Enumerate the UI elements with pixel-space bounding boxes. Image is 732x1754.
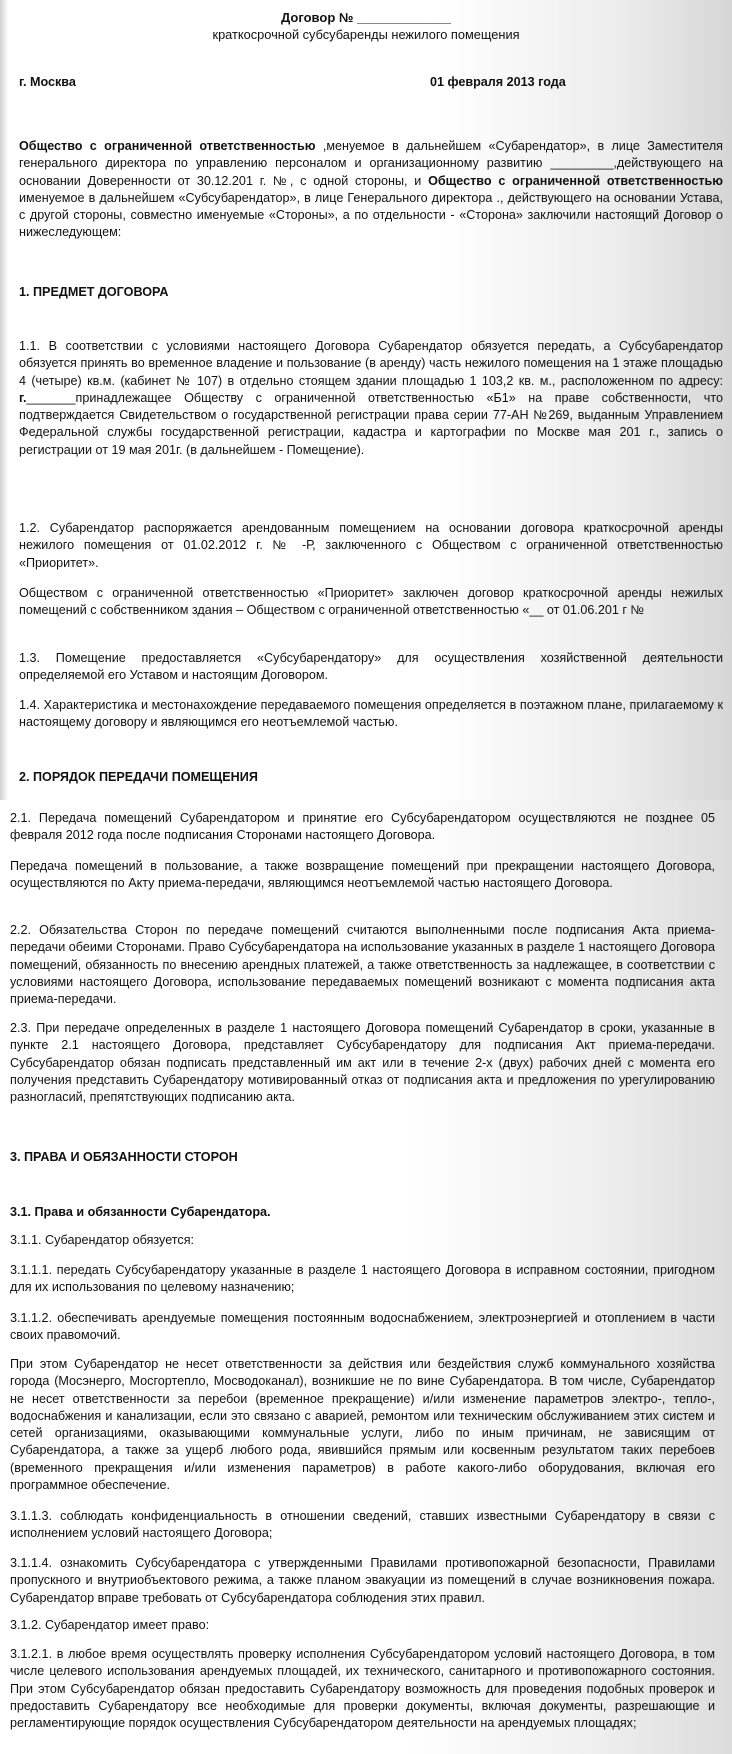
clause-3-1-1-1: 3.1.1.1. передать Субсубарендатору указанные в разделе 1 настоящего Договора в исправном состоянии, пригодном для их использования по целевому назначению; xyxy=(10,1263,715,1295)
clause-1-1-text-2: _______принадлежащее Обществу с ограниченной ответственностью «Б1» на праве собственности, что подтверждается Свидетельством о государственной регистрации права серии 77-АН №269, выданным Управлением Федеральной службы государственной регистрации, кадастра и картографии по Москве мая 201 г., запись о регистрации от 19 мая 201г. (в дальнейшем - Помещение). xyxy=(19,390,723,457)
clause-1-1-city: г. xyxy=(19,390,27,405)
clause-1-4: 1.4. Характеристика и местонахождение передаваемого помещения определяется в поэтажном плане, прилагаемому к настоящему договору и являющимся его неотъемлемой частью. xyxy=(19,698,723,730)
clause-2-1: 2.1. Передача помещений Субарендатором и принятие его Субсубарендатором осуществляются не позднее 05 февраля 2012 года после подписания Сторонами настоящего Договора. xyxy=(10,811,715,843)
party-2: Общество с ограниченной ответственностью xyxy=(428,173,723,188)
clause-1-1 xyxy=(19,338,723,459)
section-3-heading: 3. ПРАВА И ОБЯЗАННОСТИ СТОРОН xyxy=(10,1150,238,1164)
intro-text-1: ,менуемое в дальнейшем «Субарендатор», в лице Заместителя генерального директора по управлению персоналом и организационному развитию _________,действующего на основании Доверенности от 30.12.201 г. №, с одной стороны, и xyxy=(19,139,723,188)
clause-2-2: 2.2. Обязательства Сторон по передаче помещений считаются выполненными после подписания Акта приема-передачи обеими Сторонами. Право Субсубарендатора на использование указанных в разделе 1 настоящего Договора помещений, обязанность по внесению арендных платежей, а также ответственность за надлежащее, в соответствии с условиями настоящего Договора, использование передаваемых помещений возникают с момента подписания акта приема-передачи. xyxy=(10,923,715,1007)
clause-1-2: 1.2. Субарендатор распоряжается арендованным помещением на основании договора краткосрочной аренды нежилого помещения от 01.02.2012 г. № -Р, заключенного с Обществом с ограниченной ответственностью «Приоритет». xyxy=(19,521,723,570)
intro-text-2: именуемое в дальнейшем «Субсубарендатор», в лице Генерального директора ., действующего на основании Устава, с другой стороны, совместно именуемые «Стороны», а по отдельности - «Сторона» заключили настоящий Договор о нижеследующем: xyxy=(19,190,723,240)
clause-3-1-1-2: 3.1.1.2. обеспечивать арендуемые помещения постоянным водоснабжением, электроэнергией и отоплением в части своих правомочий. xyxy=(10,1311,715,1343)
clause-1-2-b: Обществом с ограниченной ответственностью «Приоритет» заключен договор краткосрочной аренды нежилых помещений с собственником здания – Обществом с ограниченной ответственностью «__ от 01.06.201 г № xyxy=(19,586,723,618)
section-3-1-heading: 3.1. Права и обязанности Субарендатора. xyxy=(10,1205,271,1219)
section-1-heading: 1. ПРЕДМЕТ ДОГОВОРА xyxy=(19,285,169,299)
clause-3-1-1-2-b: При этом Субарендатор не несет ответственности за действия или бездействия служб коммунального хозяйства города (Мосэнерго, Мосгортепло, Мосводоканал), возникшие не по вине Субарендатора. В том числе, Субарендатор не несет ответственности за перебои (временное прекращение) и/или изменение параметров электро-, тепло-, водоснабжения и канализации, если это связано с аварией, ремонтом или техническим обслуживанием этих систем и сетей организациями, оказывающими коммунальные услуги, либо по иным причинам, не зависящим от Субарендатора, а также за ущерб любого рода, явившийся прямым или косвенным результатом таких перебоев (временного прекращения и/или изменения параметров) в работе какого-либо оборудования, включая его программное обеспечение. xyxy=(10,1357,715,1493)
clause-1-1-text: 1.1. В соответствии с условиями настоящего Договора Субарендатор обязуется передать, а Субсубарендатор обязуется принять во временное владение и пользование (в аренду) часть нежилого помещения на 1 этаже площадью 4 (четыре) кв.м. (кабинет № 107) в отдельно стоящем здании площадью 1 103,2 кв. м., расположенном по адресу: xyxy=(19,339,723,388)
clause-3-1-1-4: 3.1.1.4. ознакомить Субсубарендатора с утвержденными Правилами противопожарной безопасности, Правилами пропускного и внутриобъектового режима, а также планом эвакуации из помещений в случае возникновения пожара. Субарендатор вправе требовать от Субсубарендатора соблюдения этих правил. xyxy=(10,1556,715,1605)
document-title: Договор № _____________ xyxy=(281,10,451,25)
page-shadow xyxy=(0,0,8,800)
document-date: 01 февраля 2013 года xyxy=(430,75,566,89)
intro-paragraph xyxy=(19,138,723,242)
clause-3-1-1-3: 3.1.1.3. соблюдать конфиденциальность в отношении сведений, ставших известными Субарендатору в связи с исполнением условий настоящего Договора; xyxy=(10,1509,715,1541)
document-subtitle: краткосрочной субсубаренды нежилого помещения xyxy=(212,27,520,42)
clause-3-1-2-1: 3.1.2.1. в любое время осуществлять проверку исполнения Субсубарендатором условий настоящего Договора, в том числе целевого использования арендуемых площадей, их технического, санитарного и противопожарного состояния. При этом Субсубарендатор обязан предоставить Субарендатору возможность для проведения подобных проверок и предоставить Субарендатору все необходимые для проверки документы, включая документы, разрешающие и регламентирующие порядок осуществления Субсубарендатором деятельности на арендуемых площадях; xyxy=(10,1647,715,1731)
section-2-heading: 2. ПОРЯДОК ПЕРЕДАЧИ ПОМЕЩЕНИЯ xyxy=(19,770,258,784)
city: г. Москва xyxy=(19,75,76,89)
clause-2-3: 2.3. При передаче определенных в разделе 1 настоящего Договора помещений Субарендатор в сроки, указанные в пункте 2.1 настоящего Договора, представляет Субсубарендатору для подписания Акт приема-передачи. Субсубарендатор обязан подписать представленный им акт или в течение 2-х (двух) рабочих дней с момента его получения представить Субарендатору мотивированный отказ от подписания акта и предложения по урегулированию разногласий, препятствующих подписанию акта. xyxy=(10,1021,715,1105)
clause-3-1-2: 3.1.2. Субарендатор имеет право: xyxy=(10,1618,210,1632)
clause-3-1-1: 3.1.1. Субарендатор обязуется: xyxy=(10,1233,195,1247)
party-1: Общество с ограниченной ответственностью xyxy=(19,139,316,153)
clause-1-3: 1.3. Помещение предоставляется «Субсубарендатору» для осуществления хозяйственной деятельности определяемой его Уставом и настоящим Договором. xyxy=(19,651,723,683)
clause-2-1-b: Передача помещений в пользование, а также возвращение помещений при прекращении настоящего Договора, осуществляются по Акту приема-передачи, являющимся неотъемлемой частью настоящего Договора. xyxy=(10,859,715,891)
